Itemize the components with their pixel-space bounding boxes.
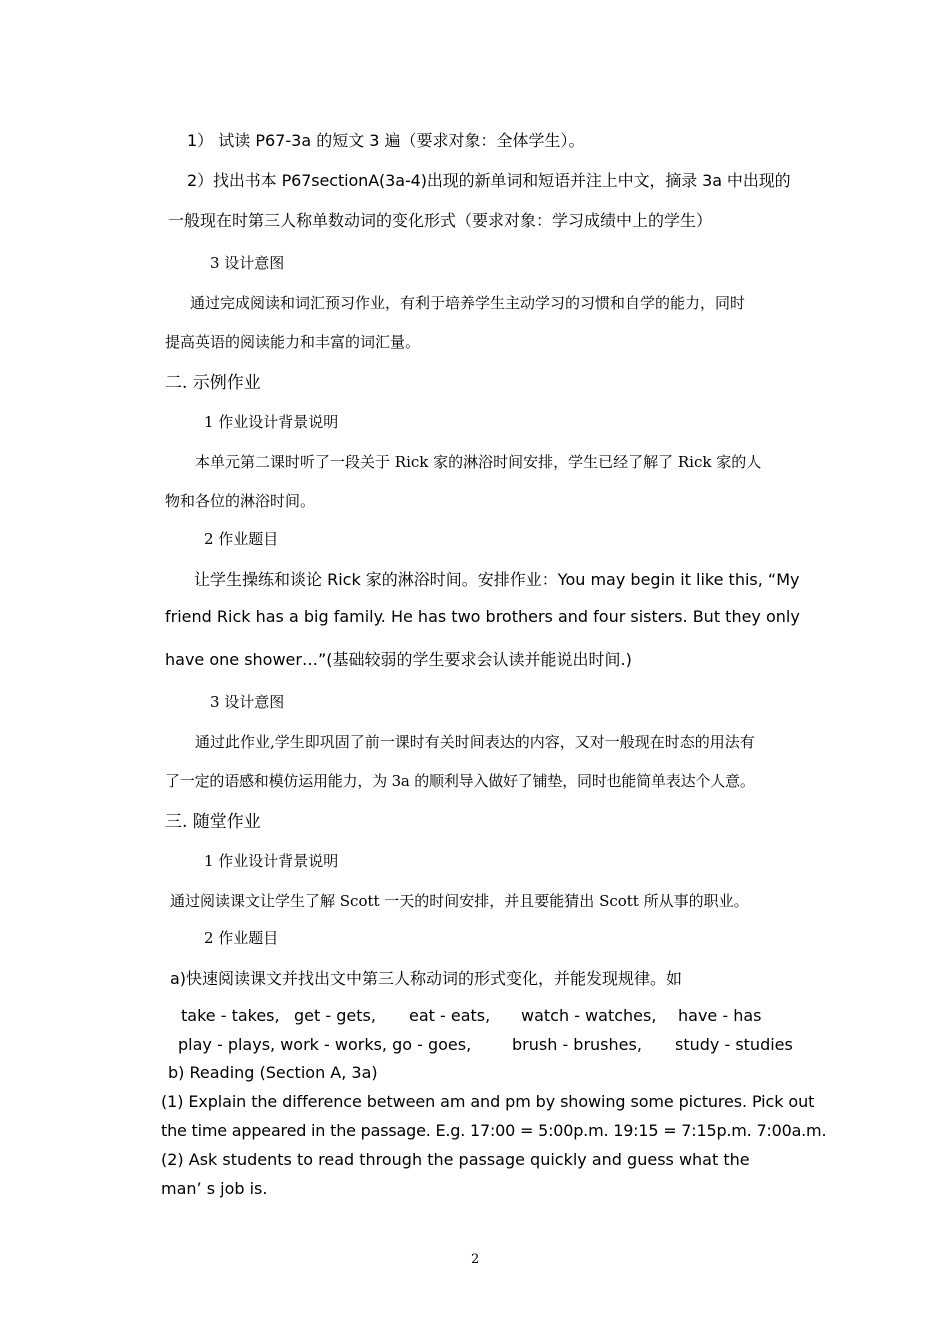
verb-pair: play - plays, work - works, go - goes, xyxy=(178,1035,472,1054)
homework-item-2-line-1: 2）找出书本 P67sectionA(3a-4)出现的新单词和短语并注上中文，摘录 3a 中出现的 xyxy=(187,171,791,190)
section-3-background-line-1: 通过阅读课文让学生了解 Scott 一天的时间安排，并且要能猜出 Scott 所从事的职业。 xyxy=(170,892,749,910)
page-number: 2 xyxy=(471,1252,480,1267)
verb-pair: get - gets, xyxy=(294,1006,376,1025)
section-3-title: 三. 随堂作业 xyxy=(165,812,261,832)
verb-pair: watch - watches, xyxy=(521,1006,657,1025)
section-2-background-heading: 1 作业设计背景说明 xyxy=(204,413,339,431)
reading-step-2-line-2: man’ s job is. xyxy=(161,1179,268,1198)
section-2-title: 二. 示例作业 xyxy=(165,373,261,393)
verb-pair: brush - brushes, xyxy=(512,1035,642,1054)
section-3-background-heading: 1 作业设计背景说明 xyxy=(204,852,339,870)
design-intent-line-2: 提高英语的阅读能力和丰富的词汇量。 xyxy=(165,333,421,351)
section-2-intent-line-2: 了一定的语感和模仿运用能力，为 3a 的顺利导入做好了铺垫，同时也能简单表达个人意。 xyxy=(165,772,755,790)
design-intent-line-1: 通过完成阅读和词汇预习作业，有利于培养学生主动学习的习惯和自学的能力，同时 xyxy=(190,294,746,312)
section-3-task-b: b) Reading (Section A, 3a) xyxy=(168,1063,378,1082)
verb-pair: eat - eats, xyxy=(409,1006,491,1025)
reading-step-2-line-1: (2) Ask students to read through the passage quickly and guess what the xyxy=(161,1150,750,1169)
verb-pair: have - has xyxy=(678,1006,762,1025)
section-2-task-line-2: friend Rick has a big family. He has two brothers and four sisters. But they only xyxy=(165,607,800,626)
homework-item-1: 1） 试读 P67-3a 的短文 3 遍（要求对象：全体学生）。 xyxy=(187,131,585,150)
design-intent-heading: 3 设计意图 xyxy=(210,254,285,272)
verb-pair: take - takes, xyxy=(181,1006,280,1025)
section-2-intent-heading: 3 设计意图 xyxy=(210,693,285,711)
section-2-task-line-1: 让学生操练和谈论 Rick 家的淋浴时间。安排作业：You may begin it like this, “My xyxy=(194,570,800,589)
section-2-task-line-3: have one shower…”(基础较弱的学生要求会认读并能说出时间.) xyxy=(165,650,632,669)
homework-item-2-line-2: 一般现在时第三人称单数动词的变化形式（要求对象：学习成绩中上的学生） xyxy=(168,211,713,230)
verb-pair: study - studies xyxy=(675,1035,793,1054)
section-3-task-heading: 2 作业题目 xyxy=(204,929,279,947)
section-3-task-a: a)快速阅读课文并找出文中第三人称动词的形式变化，并能发现规律。如 xyxy=(170,969,683,988)
section-2-task-heading: 2 作业题目 xyxy=(204,530,279,548)
reading-step-1-line-1: (1) Explain the difference between am and pm by showing some pictures. Pick out xyxy=(161,1092,815,1111)
section-2-intent-line-1: 通过此作业,学生即巩固了前一课时有关时间表达的内容，又对一般现在时态的用法有 xyxy=(195,733,755,751)
reading-step-1-line-2: the time appeared in the passage. E.g. 17:00 = 5:00p.m. 19:15 = 7:15p.m. 7:00a.m. xyxy=(161,1121,827,1140)
section-2-background-line-2: 物和各位的淋浴时间。 xyxy=(165,492,316,510)
section-2-background-line-1: 本单元第二课时听了一段关于 Rick 家的淋浴时间安排，学生已经了解了 Rick 家的人 xyxy=(195,453,762,471)
